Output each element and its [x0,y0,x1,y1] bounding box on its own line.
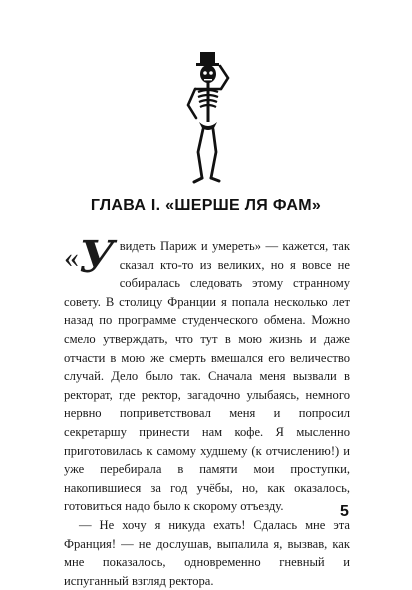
page-number: 5 [340,503,349,520]
chapter-title: ГЛАВА I. «ШЕРШЕ ЛЯ ФАМ» [90,197,322,214]
body-text [64,232,350,590]
paragraph-1 [64,232,350,516]
paragraph-1-text: видеть Париж и умереть» — кажется, так сказал кто-то из великих, но я вовсе не собиралась следовать этому странному совету. В столицу Франции я попала несколько лет назад по программе студенческого обмена. Можно смело утверждать, что тут в мою жизнь и даже отчасти в мою же смерть вмешался его величество случай. Дело было так. Сначала меня вызвали в ректорат, где ректор, загадочно улыбаясь, немного нервно поприветствовал меня и попросил секретаршу принести нам кофе. Я мысленно приготовилась к самому худшему (к отчислению!) и уже перебирала в памяти мои проступки, накопившиеся за год учёбы, но, как оказалось, готовиться надо было к скорому отъезду. [64,239,350,514]
dropcap-letter: У [79,232,115,283]
paragraph-2: — Не хочу я никуда ехать! Сдалась мне эта Франция! — не дослушав, выпалила я, вызвав, как мне показалось, одновременно гневный и испуганный взгляд ректора. [64,517,350,588]
dropcap-quote: « [64,241,79,274]
dropcap [64,232,115,283]
skeleton-in-top-hat-icon [178,50,238,190]
